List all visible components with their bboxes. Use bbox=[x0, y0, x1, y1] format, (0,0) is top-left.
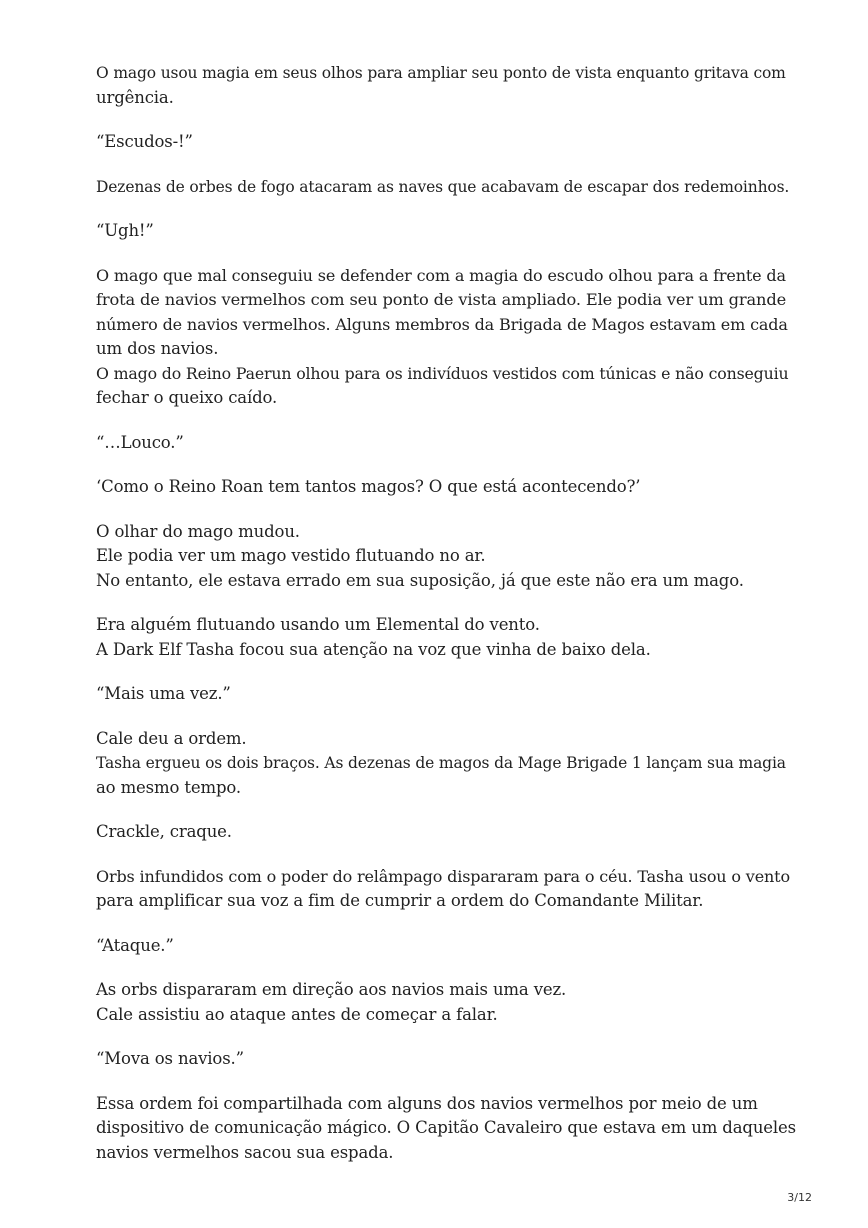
text-line: “Mova os navios.” bbox=[96, 1049, 244, 1068]
document-body bbox=[96, 61, 796, 1185]
paragraph bbox=[96, 1047, 786, 1072]
text-line: Dezenas de orbes de fogo atacaram as naves que acabavam de escapar dos redemoinhos. bbox=[96, 177, 790, 196]
text-line: “Mais uma vez.” bbox=[96, 684, 231, 703]
text-line: ao mesmo tempo. bbox=[96, 777, 241, 797]
text-line: Orbs infundidos com o poder do relâmpago dispararam para o céu. Tasha usou o vento bbox=[96, 866, 790, 886]
paragraph bbox=[96, 431, 786, 456]
paragraph bbox=[96, 682, 786, 707]
text-line: Cale assistiu ao ataque antes de começar a falar. bbox=[96, 1004, 498, 1024]
text-line: ‘Como o Reino Roan tem tantos magos? O que está acontecendo?’ bbox=[96, 477, 641, 496]
text-line: As orbs dispararam em direção aos navios mais uma vez. bbox=[96, 980, 567, 999]
text-line: O mago que mal conseguiu se defender com a magia do escudo olhou para a frente da bbox=[96, 265, 786, 285]
text-line: dispositivo de comunicação mágico. O Capitão Cavaleiro que estava em um daqueles bbox=[96, 1118, 796, 1137]
text-line: Crackle, craque. bbox=[96, 822, 232, 841]
text-line: Cale deu a ordem. bbox=[96, 728, 247, 748]
paragraph bbox=[96, 934, 786, 959]
paragraph bbox=[96, 820, 786, 845]
text-line: “…Louco.” bbox=[96, 432, 184, 452]
page-number: 3/12 bbox=[787, 1191, 812, 1204]
paragraph bbox=[96, 520, 786, 594]
text-line: fechar o queixo caído. bbox=[96, 388, 278, 407]
paragraph bbox=[96, 175, 790, 200]
paragraph bbox=[96, 475, 786, 500]
text-line: No entanto, ele estava errado em sua suposição, já que este não era um mago. bbox=[96, 570, 744, 590]
paragraph bbox=[96, 865, 790, 914]
paragraph bbox=[96, 613, 786, 662]
paragraph bbox=[96, 1092, 796, 1166]
text-line: O olhar do mago mudou. bbox=[96, 521, 300, 541]
text-line: Era alguém flutuando usando um Elemental do vento. bbox=[96, 615, 540, 634]
paragraph bbox=[96, 61, 786, 110]
paragraph bbox=[96, 978, 786, 1027]
text-line: “Ataque.” bbox=[96, 935, 174, 955]
text-line: número de navios vermelhos. Alguns membros da Brigada de Magos estavam em cada bbox=[96, 314, 788, 334]
text-line: um dos navios. bbox=[96, 339, 219, 358]
paragraph bbox=[96, 727, 786, 801]
text-line: “Ugh!” bbox=[96, 221, 154, 240]
text-line: frota de navios vermelhos com seu ponto de vista ampliado. Ele podia ver um grande bbox=[96, 290, 787, 309]
text-line: O mago do Reino Paerun olhou para os indivíduos vestidos com túnicas e não conseguiu bbox=[96, 363, 789, 383]
text-line: Tasha ergueu os dois braços. As dezenas de magos da Mage Brigade 1 lançam sua magia bbox=[96, 754, 786, 772]
text-line: navios vermelhos sacou sua espada. bbox=[96, 1142, 394, 1162]
paragraph bbox=[96, 219, 786, 244]
text-line: “Escudos-!” bbox=[96, 132, 193, 151]
text-line: O mago usou magia em seus olhos para ampliar seu ponto de vista enquanto gritava com bbox=[96, 64, 786, 82]
paragraph bbox=[96, 130, 786, 155]
text-line: para amplificar sua voz a fim de cumprir a ordem do Comandante Militar. bbox=[96, 891, 704, 910]
paragraph bbox=[96, 264, 789, 411]
text-line: urgência. bbox=[96, 87, 174, 107]
text-line: Ele podia ver um mago vestido flutuando no ar. bbox=[96, 546, 486, 565]
text-line: Essa ordem foi compartilhada com alguns dos navios vermelhos por meio de um bbox=[96, 1093, 758, 1113]
text-line: A Dark Elf Tasha focou sua atenção na voz que vinha de baixo dela. bbox=[96, 639, 651, 659]
